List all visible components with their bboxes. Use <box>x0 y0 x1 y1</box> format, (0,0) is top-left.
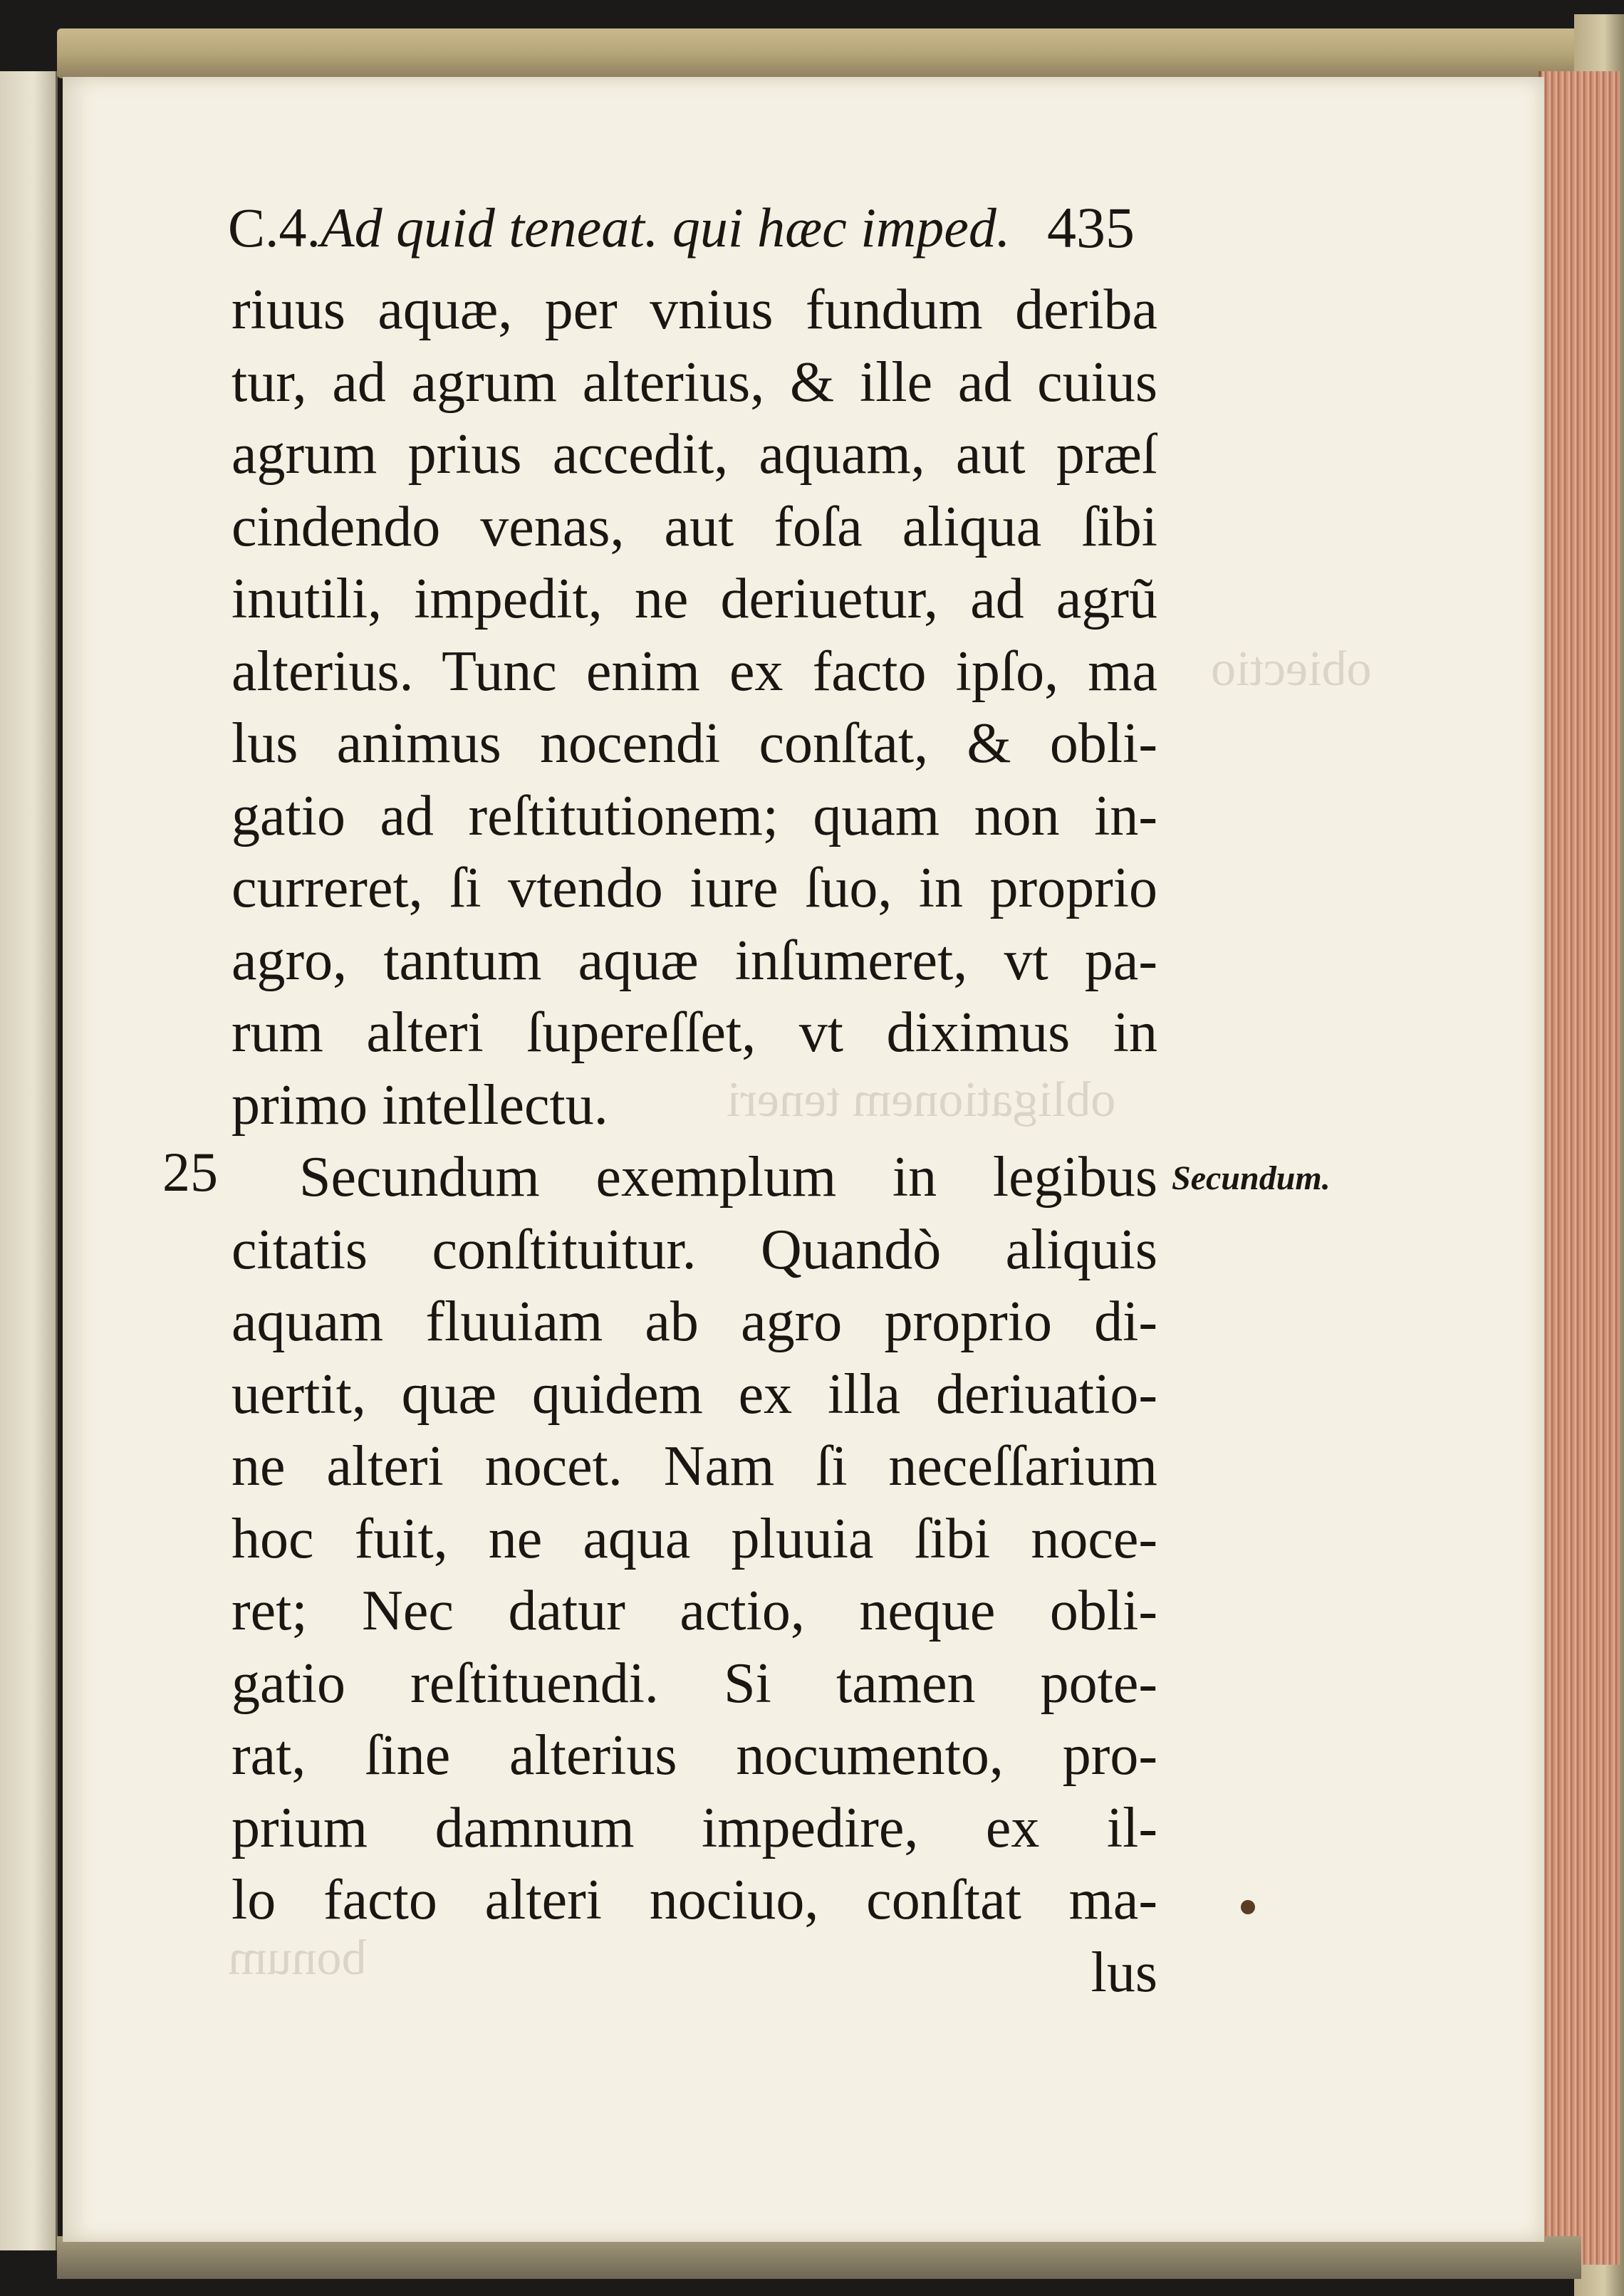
text-line: rat, ſine alterius nocumento, pro- <box>231 1724 1157 1787</box>
text-line: lus animus nocendi conſtat, & obli- <box>231 712 1157 775</box>
text-line: ne alteri nocet. Nam ſi neceſſarium <box>231 1435 1157 1498</box>
top-cover-edge <box>57 28 1581 78</box>
text-line: cindendo venas, aut foſa aliqua ſibi <box>231 495 1157 558</box>
text-line: tur, ad agrum alterius, & ille ad cuius <box>231 350 1157 414</box>
text-line: prium damnum impedire, ex il- <box>231 1796 1157 1859</box>
text-line: agrum prius accedit, aquam, aut præſ <box>231 423 1157 486</box>
catchword: lus <box>1091 1941 1157 2004</box>
text-line: alterius. Tunc enim ex facto ipſo, ma <box>231 640 1157 703</box>
text-line: Secundum exemplum in legibus <box>299 1146 1157 1209</box>
text-line: curreret, ſi vtendo iure ſuo, in proprio <box>231 857 1157 919</box>
margin-note: Secundum. <box>1172 1159 1331 1197</box>
running-title: Ad quid teneat. qui hæc imped. <box>321 197 1011 259</box>
text-line: gatio ad reſtitutionem; quam non in- <box>231 784 1157 847</box>
body-text <box>231 274 1157 2009</box>
text-line: agro, tantum aquæ inſumeret, vt pa- <box>231 929 1157 992</box>
page-number: 435 <box>1047 195 1135 260</box>
text-line: citatis conſtituitur. Quandò aliquis <box>231 1218 1157 1281</box>
text-line: hoc fuit, ne aqua pluuia ſibi noce- <box>231 1507 1157 1570</box>
left-page-edge <box>0 71 58 2250</box>
text-line: inutili, impedit, ne deriuetur, ad agrũ <box>231 568 1157 630</box>
ink-spot <box>1241 1900 1255 1914</box>
text-line: rum alteri ſupereſſet, vt diximus in <box>231 1001 1157 1064</box>
margin-section-number: 25 <box>162 1141 218 1203</box>
show-through-bleed: obiectio <box>1211 642 1372 696</box>
text-line: primo intellectu. <box>231 1073 608 1137</box>
text-line: uertit, quæ quidem ex illa deriuatio- <box>231 1362 1157 1426</box>
text-line: riuus aquæ, per vnius fundum deriba <box>231 278 1157 341</box>
bottom-cover-edge <box>57 2236 1581 2279</box>
show-through-bleed: obligationem teneri <box>727 1073 1116 1127</box>
show-through-bleed: bonum <box>228 1931 367 1985</box>
running-head <box>228 189 1154 267</box>
text-line: gatio reſtituendi. Si tamen pote- <box>231 1651 1157 1715</box>
text-line: lo facto alteri nociuo, conſtat ma- <box>231 1869 1157 1931</box>
signature-mark: C.4. <box>228 197 321 259</box>
red-fore-edge <box>1539 71 1620 2265</box>
text-line: ret; Nec datur actio, neque obli- <box>231 1580 1157 1642</box>
text-line: aquam fluuiam ab agro proprio di- <box>231 1290 1157 1353</box>
